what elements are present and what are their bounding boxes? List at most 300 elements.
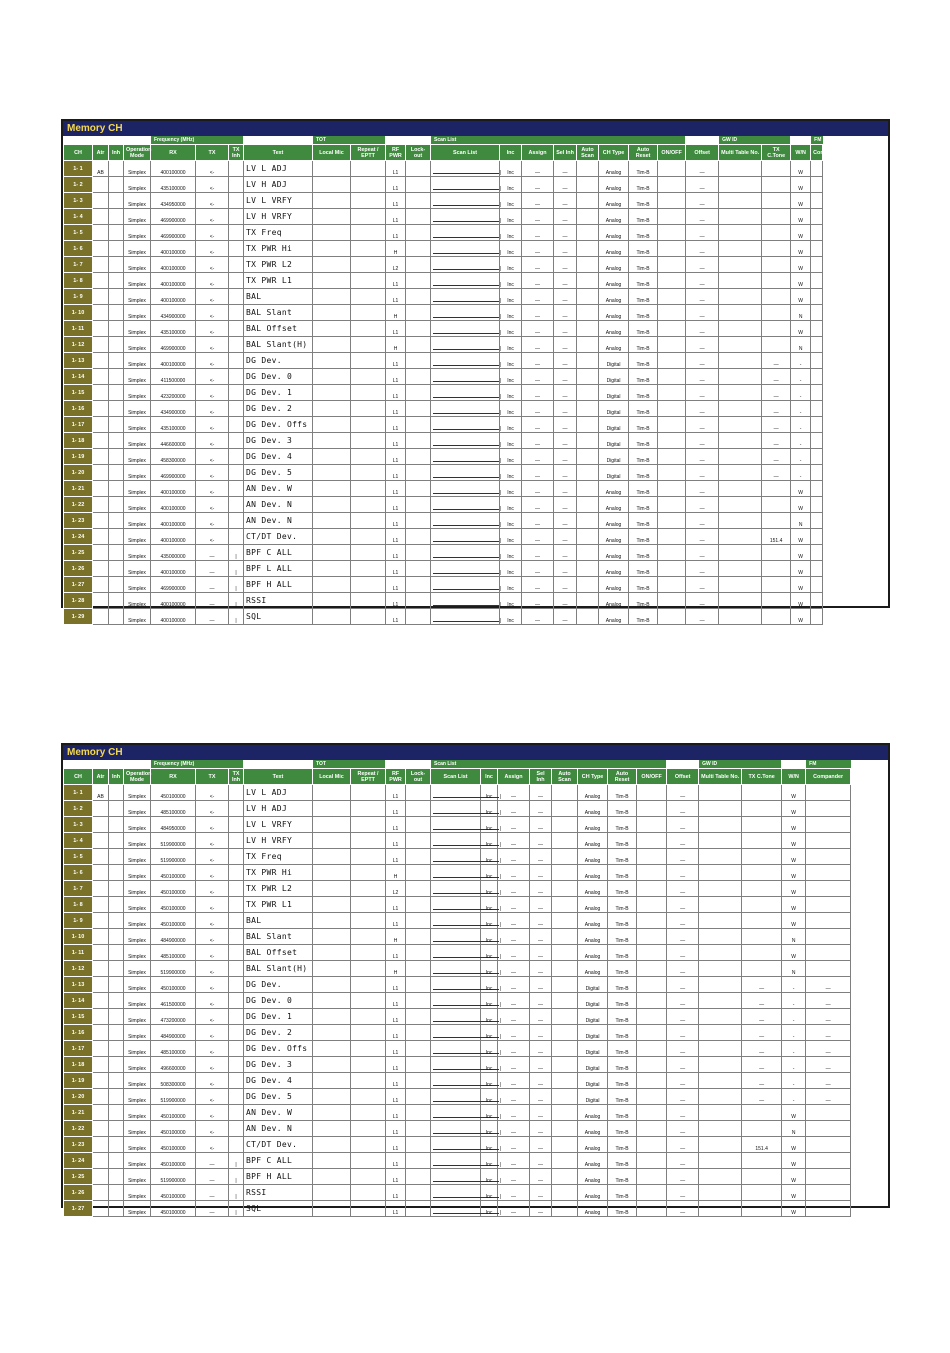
local-mic-cell[interactable] (313, 1121, 351, 1137)
multi-table-cell[interactable] (699, 1201, 742, 1217)
lockout-cell[interactable] (406, 481, 431, 497)
auto-reset-cell[interactable]: Tim-B (608, 785, 637, 801)
column-header[interactable]: Atr (93, 145, 109, 161)
channel-text-cell[interactable]: CT/DT Dev. (244, 1137, 313, 1153)
tx-ctone-cell[interactable] (762, 225, 791, 241)
assign-cell[interactable]: — (522, 417, 554, 433)
auto-scan-cell[interactable] (552, 1041, 578, 1057)
channel-type-cell[interactable]: Digital (599, 433, 629, 449)
operation-mode-cell[interactable]: Simplex (124, 1041, 151, 1057)
rf-power-cell[interactable]: L1 (386, 945, 406, 961)
rx-frequency-cell[interactable]: 485100000 (151, 945, 196, 961)
inc-cell[interactable]: Inc (481, 993, 498, 1009)
channel-type-cell[interactable]: Analog (578, 833, 608, 849)
attribute-cell[interactable] (93, 1201, 109, 1217)
channel-type-cell[interactable]: Analog (599, 305, 629, 321)
column-header[interactable]: Text (244, 769, 313, 785)
gwid-onoff-cell[interactable] (658, 385, 686, 401)
wide-narrow-cell[interactable]: - (782, 977, 806, 993)
assign-cell[interactable]: — (498, 1201, 530, 1217)
auto-reset-cell[interactable]: Tim-B (629, 497, 658, 513)
wide-narrow-cell[interactable]: - (791, 385, 811, 401)
channel-text-cell[interactable]: LV L VRFY (244, 193, 313, 209)
select-inhibit-cell[interactable]: — (530, 785, 552, 801)
attribute-cell[interactable] (93, 977, 109, 993)
column-header[interactable]: Assign (522, 145, 554, 161)
channel-number[interactable]: 1- 4 (64, 833, 93, 849)
multi-table-cell[interactable] (699, 1169, 742, 1185)
channel-number[interactable]: 1- 21 (64, 481, 93, 497)
select-inhibit-cell[interactable]: — (530, 1025, 552, 1041)
inhibit-cell[interactable] (109, 385, 124, 401)
rf-power-cell[interactable]: L1 (386, 593, 406, 609)
inc-cell[interactable]: Inc (500, 257, 522, 273)
scan-list-cell[interactable] (431, 513, 500, 529)
tx-frequency-cell[interactable]: <- (196, 945, 229, 961)
multi-table-cell[interactable] (699, 865, 742, 881)
rx-frequency-cell[interactable]: 458300000 (151, 449, 196, 465)
inhibit-cell[interactable] (109, 833, 124, 849)
repeat-eptt-cell[interactable] (351, 1169, 386, 1185)
channel-number[interactable]: 1- 16 (64, 401, 93, 417)
inc-cell[interactable]: Inc (481, 1169, 498, 1185)
lockout-cell[interactable] (406, 1185, 431, 1201)
local-mic-cell[interactable] (313, 1073, 351, 1089)
select-inhibit-cell[interactable]: — (554, 609, 577, 625)
operation-mode-cell[interactable]: Simplex (124, 449, 151, 465)
tx-ctone-cell[interactable]: — (742, 977, 782, 993)
lockout-cell[interactable] (406, 929, 431, 945)
gwid-offset-cell[interactable]: — (686, 513, 719, 529)
compander-cell[interactable]: — (806, 1089, 851, 1105)
channel-number[interactable]: 1- 2 (64, 801, 93, 817)
assign-cell[interactable]: — (498, 881, 530, 897)
attribute-cell[interactable] (93, 561, 109, 577)
operation-mode-cell[interactable]: Simplex (124, 161, 151, 177)
scan-list-cell[interactable] (431, 273, 500, 289)
tx-frequency-cell[interactable]: <- (196, 849, 229, 865)
assign-cell[interactable]: — (522, 321, 554, 337)
auto-scan-cell[interactable] (552, 977, 578, 993)
assign-cell[interactable]: — (498, 961, 530, 977)
rx-frequency-cell[interactable]: 450100000 (151, 897, 196, 913)
channel-text-cell[interactable]: DG Dev. 5 (244, 465, 313, 481)
select-inhibit-cell[interactable]: — (554, 289, 577, 305)
gwid-offset-cell[interactable]: — (667, 1025, 699, 1041)
operation-mode-cell[interactable]: Simplex (124, 1121, 151, 1137)
tx-ctone-cell[interactable] (762, 193, 791, 209)
channel-number[interactable]: 1- 21 (64, 1105, 93, 1121)
auto-scan-cell[interactable] (552, 1009, 578, 1025)
channel-number[interactable]: 1- 28 (64, 593, 93, 609)
channel-number[interactable]: 1- 20 (64, 465, 93, 481)
multi-table-cell[interactable] (699, 1105, 742, 1121)
repeat-eptt-cell[interactable] (351, 1089, 386, 1105)
channel-text-cell[interactable]: LV H VRFY (244, 833, 313, 849)
channel-number[interactable]: 1- 11 (64, 945, 93, 961)
local-mic-cell[interactable] (313, 497, 351, 513)
inc-cell[interactable]: Inc (481, 977, 498, 993)
tx-ctone-cell[interactable] (762, 241, 791, 257)
inhibit-cell[interactable] (109, 257, 124, 273)
channel-row[interactable] (64, 497, 823, 513)
inc-cell[interactable]: Inc (500, 369, 522, 385)
inc-cell[interactable]: Inc (481, 1153, 498, 1169)
multi-table-cell[interactable] (699, 1185, 742, 1201)
multi-table-cell[interactable] (699, 1153, 742, 1169)
column-header[interactable]: Auto Scan (552, 769, 578, 785)
auto-scan-cell[interactable] (552, 865, 578, 881)
wide-narrow-cell[interactable]: - (791, 449, 811, 465)
channel-number[interactable]: 1- 10 (64, 929, 93, 945)
tx-ctone-cell[interactable] (742, 1201, 782, 1217)
channel-row[interactable] (64, 593, 823, 609)
column-header[interactable]: CH (64, 145, 93, 161)
tx-ctone-cell[interactable]: — (742, 1025, 782, 1041)
gwid-onoff-cell[interactable] (658, 401, 686, 417)
gwid-onoff-cell[interactable] (637, 1041, 667, 1057)
tx-ctone-cell[interactable] (762, 273, 791, 289)
auto-scan-cell[interactable] (577, 593, 599, 609)
channel-row[interactable] (64, 865, 851, 881)
tx-inhibit-cell[interactable] (229, 1041, 244, 1057)
gwid-onoff-cell[interactable] (637, 849, 667, 865)
compander-cell[interactable] (806, 801, 851, 817)
tx-ctone-cell[interactable] (742, 817, 782, 833)
compander-cell[interactable] (806, 1201, 851, 1217)
auto-scan-cell[interactable] (552, 785, 578, 801)
attribute-cell[interactable] (93, 1185, 109, 1201)
column-header[interactable]: Repeat / EPTT (351, 769, 386, 785)
assign-cell[interactable]: — (522, 225, 554, 241)
operation-mode-cell[interactable]: Simplex (124, 1185, 151, 1201)
rf-power-cell[interactable]: H (386, 305, 406, 321)
tx-ctone-cell[interactable]: — (742, 993, 782, 1009)
wide-narrow-cell[interactable]: W (782, 1105, 806, 1121)
inhibit-cell[interactable] (109, 481, 124, 497)
column-header[interactable]: ON/OFF (637, 769, 667, 785)
wide-narrow-cell[interactable]: - (782, 1057, 806, 1073)
tx-frequency-cell[interactable]: — (196, 545, 229, 561)
channel-row[interactable] (64, 1009, 851, 1025)
inc-cell[interactable]: Inc (481, 1073, 498, 1089)
channel-row[interactable] (64, 881, 851, 897)
attribute-cell[interactable] (93, 1153, 109, 1169)
channel-number[interactable]: 1- 24 (64, 1153, 93, 1169)
column-header[interactable]: TX C.Tone (762, 145, 791, 161)
operation-mode-cell[interactable]: Simplex (124, 321, 151, 337)
rx-frequency-cell[interactable]: 450100000 (151, 1153, 196, 1169)
attribute-cell[interactable] (93, 1009, 109, 1025)
local-mic-cell[interactable] (313, 337, 351, 353)
select-inhibit-cell[interactable]: — (554, 417, 577, 433)
tx-inhibit-cell[interactable] (229, 1121, 244, 1137)
attribute-cell[interactable] (93, 209, 109, 225)
channel-row[interactable] (64, 897, 851, 913)
attribute-cell[interactable] (93, 897, 109, 913)
rx-frequency-cell[interactable]: 411500000 (151, 369, 196, 385)
operation-mode-cell[interactable]: Simplex (124, 225, 151, 241)
gwid-offset-cell[interactable]: — (686, 321, 719, 337)
tx-frequency-cell[interactable]: <- (196, 481, 229, 497)
gwid-onoff-cell[interactable] (658, 609, 686, 625)
channel-number[interactable]: 1- 23 (64, 513, 93, 529)
wide-narrow-cell[interactable]: - (791, 369, 811, 385)
channel-type-cell[interactable]: Digital (599, 369, 629, 385)
channel-row[interactable] (64, 561, 823, 577)
rx-frequency-cell[interactable]: 484950000 (151, 817, 196, 833)
channel-row[interactable] (64, 1185, 851, 1201)
tx-inhibit-cell[interactable] (229, 481, 244, 497)
com-cell[interactable] (811, 161, 823, 177)
rx-frequency-cell[interactable]: 434950000 (151, 193, 196, 209)
gwid-offset-cell[interactable]: — (686, 209, 719, 225)
scan-list-cell[interactable] (431, 241, 500, 257)
channel-row[interactable] (64, 177, 823, 193)
gwid-offset-cell[interactable]: — (686, 481, 719, 497)
wide-narrow-cell[interactable]: - (782, 993, 806, 1009)
inhibit-cell[interactable] (109, 1121, 124, 1137)
auto-reset-cell[interactable]: Tim-B (608, 801, 637, 817)
tx-ctone-cell[interactable] (742, 785, 782, 801)
tx-inhibit-cell[interactable] (229, 385, 244, 401)
multi-table-cell[interactable] (719, 465, 762, 481)
tx-frequency-cell[interactable]: <- (196, 353, 229, 369)
local-mic-cell[interactable] (313, 417, 351, 433)
assign-cell[interactable]: — (498, 1169, 530, 1185)
inc-cell[interactable]: Inc (500, 513, 522, 529)
inc-cell[interactable]: Inc (500, 337, 522, 353)
channel-number[interactable]: 1- 27 (64, 577, 93, 593)
repeat-eptt-cell[interactable] (351, 977, 386, 993)
rx-frequency-cell[interactable]: 450100000 (151, 913, 196, 929)
inc-cell[interactable]: Inc (481, 1041, 498, 1057)
channel-text-cell[interactable]: AN Dev. N (244, 513, 313, 529)
column-header[interactable]: Inc (500, 145, 522, 161)
multi-table-cell[interactable] (719, 209, 762, 225)
inc-cell[interactable]: Inc (500, 161, 522, 177)
channel-type-cell[interactable]: Analog (578, 897, 608, 913)
channel-number[interactable]: 1- 26 (64, 1185, 93, 1201)
gwid-offset-cell[interactable]: — (667, 881, 699, 897)
scan-list-cell[interactable] (431, 401, 500, 417)
inhibit-cell[interactable] (109, 273, 124, 289)
operation-mode-cell[interactable]: Simplex (124, 833, 151, 849)
rx-frequency-cell[interactable]: 400100000 (151, 593, 196, 609)
gwid-onoff-cell[interactable] (637, 785, 667, 801)
inc-cell[interactable]: Inc (481, 785, 498, 801)
inhibit-cell[interactable] (109, 1009, 124, 1025)
column-header[interactable]: Assign (498, 769, 530, 785)
channel-number[interactable]: 1- 10 (64, 305, 93, 321)
lockout-cell[interactable] (406, 465, 431, 481)
inhibit-cell[interactable] (109, 1073, 124, 1089)
local-mic-cell[interactable] (313, 961, 351, 977)
inhibit-cell[interactable] (109, 401, 124, 417)
local-mic-cell[interactable] (313, 401, 351, 417)
tx-inhibit-cell[interactable] (229, 993, 244, 1009)
channel-type-cell[interactable]: Digital (599, 417, 629, 433)
attribute-cell[interactable] (93, 513, 109, 529)
auto-scan-cell[interactable] (552, 801, 578, 817)
channel-row[interactable] (64, 833, 851, 849)
local-mic-cell[interactable] (313, 785, 351, 801)
channel-row[interactable] (64, 193, 823, 209)
gwid-onoff-cell[interactable] (637, 1153, 667, 1169)
tx-inhibit-cell[interactable] (229, 945, 244, 961)
rf-power-cell[interactable]: L1 (386, 1185, 406, 1201)
inhibit-cell[interactable] (109, 1105, 124, 1121)
gwid-offset-cell[interactable]: — (686, 177, 719, 193)
repeat-eptt-cell[interactable] (351, 1041, 386, 1057)
channel-row[interactable] (64, 817, 851, 833)
channel-type-cell[interactable]: Analog (599, 241, 629, 257)
tx-ctone-cell[interactable]: — (762, 465, 791, 481)
channel-row[interactable] (64, 337, 823, 353)
select-inhibit-cell[interactable]: — (554, 353, 577, 369)
scan-list-cell[interactable] (431, 257, 500, 273)
assign-cell[interactable]: — (498, 1137, 530, 1153)
lockout-cell[interactable] (406, 305, 431, 321)
tx-inhibit-cell[interactable] (229, 225, 244, 241)
inc-cell[interactable]: Inc (500, 609, 522, 625)
local-mic-cell[interactable] (313, 465, 351, 481)
select-inhibit-cell[interactable]: — (554, 593, 577, 609)
rx-frequency-cell[interactable]: 485100000 (151, 1041, 196, 1057)
tx-frequency-cell[interactable]: — (196, 1153, 229, 1169)
rf-power-cell[interactable]: L1 (386, 193, 406, 209)
inhibit-cell[interactable] (109, 1169, 124, 1185)
repeat-eptt-cell[interactable] (351, 305, 386, 321)
multi-table-cell[interactable] (699, 1025, 742, 1041)
inc-cell[interactable]: Inc (481, 801, 498, 817)
tx-frequency-cell[interactable]: <- (196, 401, 229, 417)
gwid-onoff-cell[interactable] (637, 1185, 667, 1201)
local-mic-cell[interactable] (313, 817, 351, 833)
gwid-offset-cell[interactable]: — (667, 865, 699, 881)
gwid-onoff-cell[interactable] (658, 289, 686, 305)
compander-cell[interactable] (806, 833, 851, 849)
local-mic-cell[interactable] (313, 433, 351, 449)
tx-frequency-cell[interactable]: <- (196, 273, 229, 289)
operation-mode-cell[interactable]: Simplex (124, 257, 151, 273)
assign-cell[interactable]: — (522, 497, 554, 513)
rf-power-cell[interactable]: L1 (386, 801, 406, 817)
tx-frequency-cell[interactable]: — (196, 1169, 229, 1185)
rf-power-cell[interactable]: L1 (386, 1057, 406, 1073)
repeat-eptt-cell[interactable] (351, 449, 386, 465)
channel-text-cell[interactable]: BPF H ALL (244, 1169, 313, 1185)
repeat-eptt-cell[interactable] (351, 529, 386, 545)
channel-type-cell[interactable]: Analog (578, 1121, 608, 1137)
channel-type-cell[interactable]: Analog (599, 321, 629, 337)
auto-scan-cell[interactable] (577, 353, 599, 369)
operation-mode-cell[interactable]: Simplex (124, 385, 151, 401)
inc-cell[interactable]: Inc (500, 417, 522, 433)
assign-cell[interactable]: — (522, 241, 554, 257)
channel-type-cell[interactable]: Analog (578, 849, 608, 865)
channel-number[interactable]: 1- 23 (64, 1137, 93, 1153)
select-inhibit-cell[interactable]: — (554, 273, 577, 289)
channel-number[interactable]: 1- 29 (64, 609, 93, 625)
auto-scan-cell[interactable] (552, 993, 578, 1009)
select-inhibit-cell[interactable]: — (554, 385, 577, 401)
gwid-offset-cell[interactable]: — (667, 929, 699, 945)
scan-list-cell[interactable] (431, 353, 500, 369)
auto-scan-cell[interactable] (552, 1169, 578, 1185)
operation-mode-cell[interactable]: Simplex (124, 545, 151, 561)
gwid-onoff-cell[interactable] (658, 529, 686, 545)
rx-frequency-cell[interactable]: 434900000 (151, 305, 196, 321)
rx-frequency-cell[interactable]: 450100000 (151, 1137, 196, 1153)
auto-scan-cell[interactable] (577, 401, 599, 417)
repeat-eptt-cell[interactable] (351, 417, 386, 433)
rf-power-cell[interactable]: L1 (386, 353, 406, 369)
lockout-cell[interactable] (406, 241, 431, 257)
channel-number[interactable]: 1- 22 (64, 497, 93, 513)
channel-type-cell[interactable]: Analog (578, 865, 608, 881)
multi-table-cell[interactable] (719, 321, 762, 337)
auto-scan-cell[interactable] (552, 1121, 578, 1137)
lockout-cell[interactable] (406, 273, 431, 289)
tx-ctone-cell[interactable]: — (742, 1009, 782, 1025)
channel-type-cell[interactable]: Digital (578, 993, 608, 1009)
com-cell[interactable] (811, 449, 823, 465)
attribute-cell[interactable] (93, 1057, 109, 1073)
operation-mode-cell[interactable]: Simplex (124, 609, 151, 625)
gwid-onoff-cell[interactable] (637, 865, 667, 881)
inhibit-cell[interactable] (109, 577, 124, 593)
tx-inhibit-cell[interactable] (229, 865, 244, 881)
wide-narrow-cell[interactable]: W (782, 1169, 806, 1185)
inhibit-cell[interactable] (109, 1057, 124, 1073)
rx-frequency-cell[interactable]: 450100000 (151, 1185, 196, 1201)
gwid-onoff-cell[interactable] (658, 561, 686, 577)
select-inhibit-cell[interactable]: — (530, 913, 552, 929)
rx-frequency-cell[interactable]: 485100000 (151, 801, 196, 817)
gwid-offset-cell[interactable]: — (686, 225, 719, 241)
channel-type-cell[interactable]: Analog (599, 545, 629, 561)
tx-frequency-cell[interactable]: <- (196, 337, 229, 353)
channel-text-cell[interactable]: TX PWR Hi (244, 865, 313, 881)
select-inhibit-cell[interactable]: — (554, 561, 577, 577)
assign-cell[interactable]: — (498, 833, 530, 849)
multi-table-cell[interactable] (699, 849, 742, 865)
local-mic-cell[interactable] (313, 289, 351, 305)
repeat-eptt-cell[interactable] (351, 289, 386, 305)
inc-cell[interactable]: Inc (500, 433, 522, 449)
tx-ctone-cell[interactable] (762, 561, 791, 577)
wide-narrow-cell[interactable]: - (791, 433, 811, 449)
assign-cell[interactable]: — (498, 1025, 530, 1041)
wide-narrow-cell[interactable]: W (782, 1137, 806, 1153)
local-mic-cell[interactable] (313, 593, 351, 609)
channel-text-cell[interactable]: AN Dev. N (244, 497, 313, 513)
operation-mode-cell[interactable]: Simplex (124, 273, 151, 289)
local-mic-cell[interactable] (313, 321, 351, 337)
inhibit-cell[interactable] (109, 369, 124, 385)
channel-row[interactable] (64, 417, 823, 433)
auto-reset-cell[interactable]: Tim-B (629, 513, 658, 529)
lockout-cell[interactable] (406, 1009, 431, 1025)
column-header[interactable]: Inh (109, 769, 124, 785)
tx-ctone-cell[interactable]: — (762, 433, 791, 449)
auto-reset-cell[interactable]: Tim-B (629, 385, 658, 401)
auto-scan-cell[interactable] (577, 321, 599, 337)
com-cell[interactable] (811, 465, 823, 481)
select-inhibit-cell[interactable]: — (554, 337, 577, 353)
channel-row[interactable] (64, 513, 823, 529)
